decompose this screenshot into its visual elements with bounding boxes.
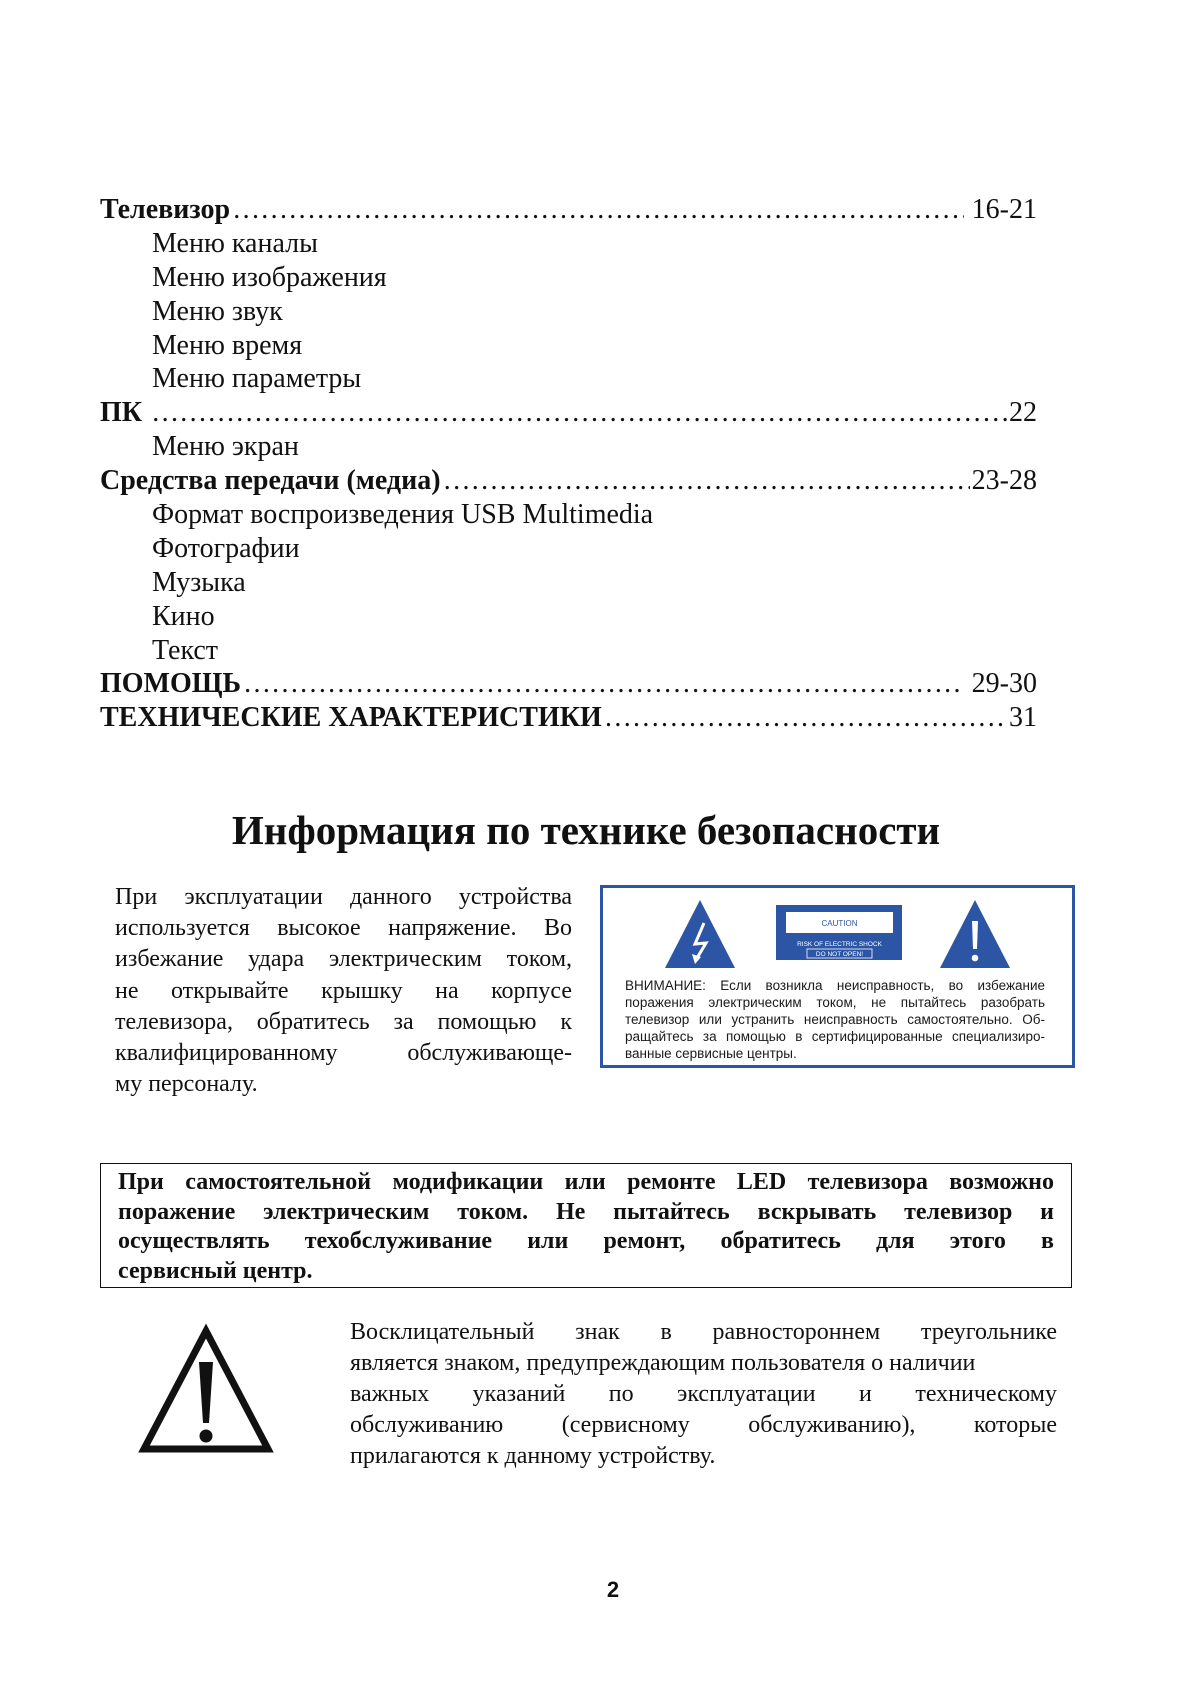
- toc-entry-title: ПОМОЩЬ: [100, 668, 242, 700]
- caution-label-graphic: [603, 888, 1072, 976]
- toc-subitem: Меню время: [152, 329, 303, 361]
- intro-paragraph: [115, 882, 572, 1100]
- toc-subitem: Фотографии: [152, 532, 300, 564]
- notice-line: поражения электрическим током, не пытайтесь разобрать: [625, 995, 1045, 1010]
- toc-subitem: Меню каналы: [152, 227, 318, 259]
- toc-subitem: Формат воспроизведения USB Multimedia: [152, 499, 654, 531]
- paragraph-line: используется высокое напряжение. Во: [115, 915, 572, 942]
- caution-notice: [625, 977, 1045, 1062]
- paragraph-line: Восклицательный знак в равностороннем треугольнике: [350, 1319, 1057, 1345]
- warning-line: поражение электрическим током. Не пытайтесь вскрывать телевизор и: [118, 1198, 1054, 1225]
- toc-leader-dots: [151, 396, 1007, 430]
- page-number: 2: [606, 1577, 620, 1602]
- paragraph-line: обслуживанию (сервисному обслуживанию), которые: [350, 1412, 1057, 1438]
- toc-subitem: Музыка: [152, 566, 246, 598]
- toc-entry-page: 29-30: [971, 668, 1037, 700]
- toc-subitem: Меню экран: [152, 431, 299, 463]
- toc-leader-dots: [232, 193, 964, 227]
- caution-label: [600, 885, 1075, 1068]
- toc-entry-page: 22: [1009, 397, 1037, 429]
- toc-entry-title: ТЕХНИЧЕСКИЕ ХАРАКТЕРИСТИКИ: [100, 702, 602, 734]
- paragraph-line: является знаком, предупреждающим пользователя о наличии: [350, 1350, 976, 1376]
- toc-leader-dots: [443, 464, 970, 498]
- section-heading: Информация по технике безопасности: [231, 807, 941, 853]
- electric-shock-triangle-icon: [665, 900, 735, 968]
- toc-entry-page: 16-21: [971, 194, 1037, 225]
- exclamation-triangle-icon: [940, 900, 1010, 968]
- warning-line: сервисный центр.: [118, 1257, 313, 1284]
- toc-entry-page: 23-28: [971, 465, 1037, 497]
- toc-leader-dots: [243, 667, 964, 701]
- toc-subitem: Кино: [152, 600, 215, 632]
- paragraph-line: телевизора, обратитесь за помощью к: [115, 1008, 572, 1035]
- toc-entry-page: 31: [1009, 702, 1037, 734]
- caution-title: CAUTION: [821, 919, 858, 928]
- paragraph-line: прилагаются к данному устройству.: [350, 1443, 716, 1469]
- toc-entry-title: Телевизор: [100, 194, 231, 225]
- paragraph-line: При эксплуатации данного устройства: [115, 884, 572, 910]
- paragraph-line: не открывайте крышку на корпусе: [115, 977, 572, 1004]
- toc-entry-help: [100, 667, 1037, 701]
- toc-leader-dots: [604, 701, 1007, 735]
- paragraph-line: важных указаний по эксплуатации и техническому: [350, 1381, 1057, 1407]
- toc-entry-media: [100, 464, 1037, 498]
- toc-entry-title: ПК: [100, 397, 143, 429]
- caution-line-1: RISK OF ELECTRIC SHOCK: [797, 941, 882, 948]
- toc-entry-tv: [100, 193, 1037, 227]
- notice-line: телевизор или устранить неисправность самостоятельно. Об-: [625, 1012, 1045, 1027]
- notice-line: ванные сервисные центры.: [625, 1046, 797, 1061]
- toc-subitem: Меню звук: [152, 295, 283, 327]
- notice-line: ВНИМАНИЕ: Если возникла неисправность, во избежание: [625, 978, 1045, 993]
- toc-subitem: Меню изображения: [152, 261, 387, 293]
- warning-box: [100, 1163, 1072, 1288]
- caution-plate: [776, 905, 902, 960]
- toc-entry-specs: [100, 701, 1037, 735]
- symbol-explanation: [350, 1317, 1057, 1472]
- warning-line: осуществлять техобслуживание или ремонт, обратитесь для этого в: [118, 1228, 1054, 1254]
- exclamation-triangle-icon: [138, 1320, 274, 1456]
- warning-line: При самостоятельной модификации или ремонте LED телевизора возможно: [118, 1169, 1054, 1195]
- caution-line-2: DO NOT OPEN!: [815, 951, 864, 958]
- toc-subitem: Меню параметры: [152, 363, 362, 395]
- toc-entry-pc: [100, 396, 1037, 430]
- paragraph-line: квалифицированному обслуживающе-: [115, 1040, 572, 1067]
- toc-subitem: Текст: [152, 634, 219, 666]
- paragraph-line: му персоналу.: [115, 1071, 258, 1098]
- notice-line: ращайтесь за помощью в сертифицированные специализиро-: [625, 1029, 1045, 1044]
- toc-entry-title: Средства передачи (медиа): [100, 465, 441, 497]
- table-of-contents: [100, 193, 1037, 735]
- paragraph-line: избежание удара электрическим током,: [115, 946, 572, 973]
